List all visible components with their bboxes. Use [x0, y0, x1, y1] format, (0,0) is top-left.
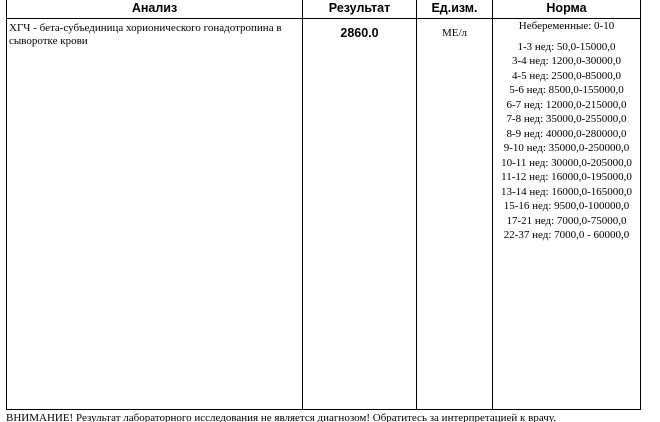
- norm-range: 11-12 нед: 16000,0-195000,0: [501, 171, 632, 183]
- analysis-cell: [7, 19, 303, 410]
- norm-range: 17-21 нед: 7000,0-75000,0: [506, 214, 627, 227]
- norm-range: 10-11 нед: 30000,0-205000,0: [501, 156, 632, 169]
- units-value: МЕ/л: [441, 27, 468, 39]
- norm-range: 8-9 нед: 40000,0-280000,0: [506, 127, 627, 140]
- header-units: Ед.изм.: [417, 0, 493, 19]
- result-cell: [303, 19, 417, 410]
- norm-range: 9-10 нед: 35000,0-250000,0: [503, 142, 630, 154]
- norm-cell: [493, 19, 641, 410]
- norm-range: 4-5 нед: 2500,0-85000,0: [511, 69, 622, 82]
- norm-range: 22-37 нед: 7000,0 - 60000,0: [503, 229, 630, 241]
- norm-range: 7-8 нед: 35000,0-255000,0: [506, 113, 627, 125]
- norm-range: 3-4 нед: 1200,0-30000,0: [511, 55, 622, 67]
- norm-range: 6-7 нед: 12000,0-215000,0: [506, 98, 627, 111]
- table-header-row: [7, 0, 641, 19]
- table-row: [7, 19, 641, 410]
- norm-range: 15-16 нед: 9500,0-100000,0: [503, 200, 630, 212]
- norm-range: 5-6 нед: 8500,0-155000,0: [509, 84, 624, 96]
- analysis-name: ХГЧ - бета-субъединица хорионического гонадотропина в сыворотке крови: [9, 22, 282, 47]
- header-norm: Норма: [493, 0, 641, 19]
- units-cell: [417, 19, 493, 410]
- header-analysis: Анализ: [7, 0, 303, 19]
- result-value: 2860.0: [340, 26, 379, 40]
- norm-range: Небеременные: 0-10: [518, 20, 615, 32]
- norm-range: 13-14 нед: 16000,0-165000,0: [500, 185, 633, 198]
- header-result: Результат: [303, 0, 417, 19]
- disclaimer-note: ВНИМАНИЕ! Результат лабораторного исследования не является диагнозом! Обратитесь за интерпретацией к врачу.: [6, 412, 556, 422]
- results-table: [6, 0, 641, 410]
- norm-range: 1-3 нед: 50,0-15000,0: [517, 40, 616, 53]
